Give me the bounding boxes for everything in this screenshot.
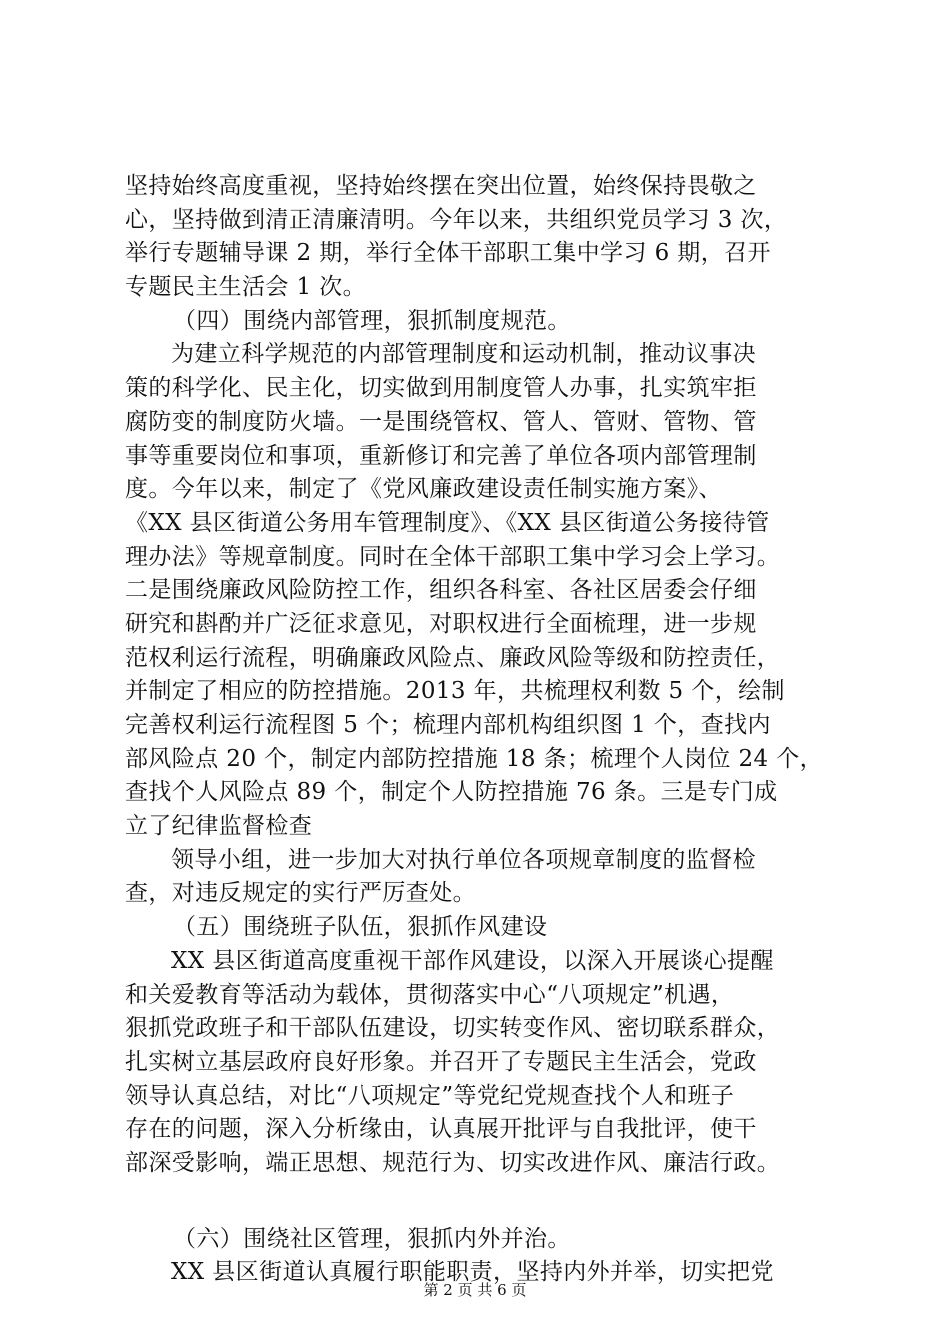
text-line: 《XX 县区街道公务用车管理制度》、《XX 县区街道公务接待管: [125, 509, 770, 536]
text-line: XX 县区街道认真履行职能职责，坚持内外并举，切实把党: [171, 1259, 774, 1286]
text-line: 坚持始终高度重视，坚持始终摆在突出位置，始终保持畏敬之: [125, 173, 757, 199]
text-line: 和关爱教育等活动为载体，贯彻落实中心“八项规定”机遇，: [125, 981, 735, 1008]
text-line: 研究和斟酌并广泛征求意见，对职权进行全面梳理，进一步规: [125, 610, 757, 637]
text-line: 并制定了相应的防控措施。2013 年，共梳理权利数 5 个，绘制: [125, 678, 785, 705]
body-text: [125, 170, 835, 1290]
text-line: 完善权利运行流程图 5 个；梳理内部机构组织图 1 个，查找内: [125, 712, 771, 738]
text-line: 狠抓党政班子和干部队伍建设，切实转变作风、密切联系群众，: [125, 1015, 781, 1042]
text-line: 部深受影响，端正思想、规范行为、切实改进作风、廉洁行政。: [125, 1149, 781, 1176]
text-line: XX 县区街道高度重视干部作风建设，以深入开展谈心提醒: [171, 947, 774, 974]
text-line: 事等重要岗位和事项，重新修订和完善了单位各项内部管理制: [125, 442, 757, 469]
text-line: 部风险点 20 个，制定内部防控措施 18 条；梳理个人岗位 24 个，: [125, 745, 824, 772]
text-line: 扎实树立基层政府良好形象。并召开了专题民主生活会，党政: [125, 1048, 757, 1075]
text-line: 存在的问题，深入分析缘由，认真展开批评与自我批评，使干: [125, 1116, 757, 1143]
text-line: 理办法》等规章制度。同时在全体干部职工集中学习会上学习。: [125, 543, 781, 570]
text-line: 立了纪律监督检查: [125, 813, 313, 840]
paragraph-gap: [125, 1181, 835, 1223]
text-line: 范权利运行流程，明确廉政风险点、廉政风险等级和防控责任，: [125, 644, 781, 671]
text-line: 心，坚持做到清正清廉清明。今年以来，共组织党员学习 3 次，: [125, 206, 788, 233]
text-line: 专题民主生活会 1 次。: [125, 274, 367, 301]
text-line: 二是围绕廉政风险防控工作，组织各科室、各社区居委会仔细: [125, 577, 757, 604]
section-heading: （四）围绕内部管理，狠抓制度规范。: [173, 307, 571, 334]
text-line: 查找个人风险点 89 个，制定个人防控措施 76 条。三是专门成: [125, 779, 778, 806]
text-line: 策的科学化、民主化，切实做到用制度管人办事，扎实筑牢拒: [125, 375, 757, 402]
section-heading: （六）围绕社区管理，狠抓内外并治。: [173, 1225, 571, 1252]
text-line: 度。今年以来，制定了《党风廉政建设责任制实施方案》、: [125, 476, 722, 503]
text-line: 举行专题辅导课 2 期，举行全体干部职工集中学习 6 期，召开: [125, 240, 771, 267]
text-line: 为建立科学规范的内部管理制度和运动机制，推动议事决: [171, 341, 756, 368]
text-line: 腐防变的制度防火墙。一是围绕管权、管人、管财、管物、管: [125, 408, 757, 435]
text-line: 领导认真总结，对比“八项规定”等党纪党规查找个人和班子: [125, 1082, 735, 1109]
section-heading: （五）围绕班子队伍，狠抓作风建设: [173, 914, 548, 941]
text-line: 领导小组，进一步加大对执行单位各项规章制度的监督检: [171, 846, 756, 873]
text-line: 查，对违反规定的实行严厉查处。: [125, 880, 476, 907]
page-footer: 第 2 页 共 6 页: [423, 1281, 527, 1299]
